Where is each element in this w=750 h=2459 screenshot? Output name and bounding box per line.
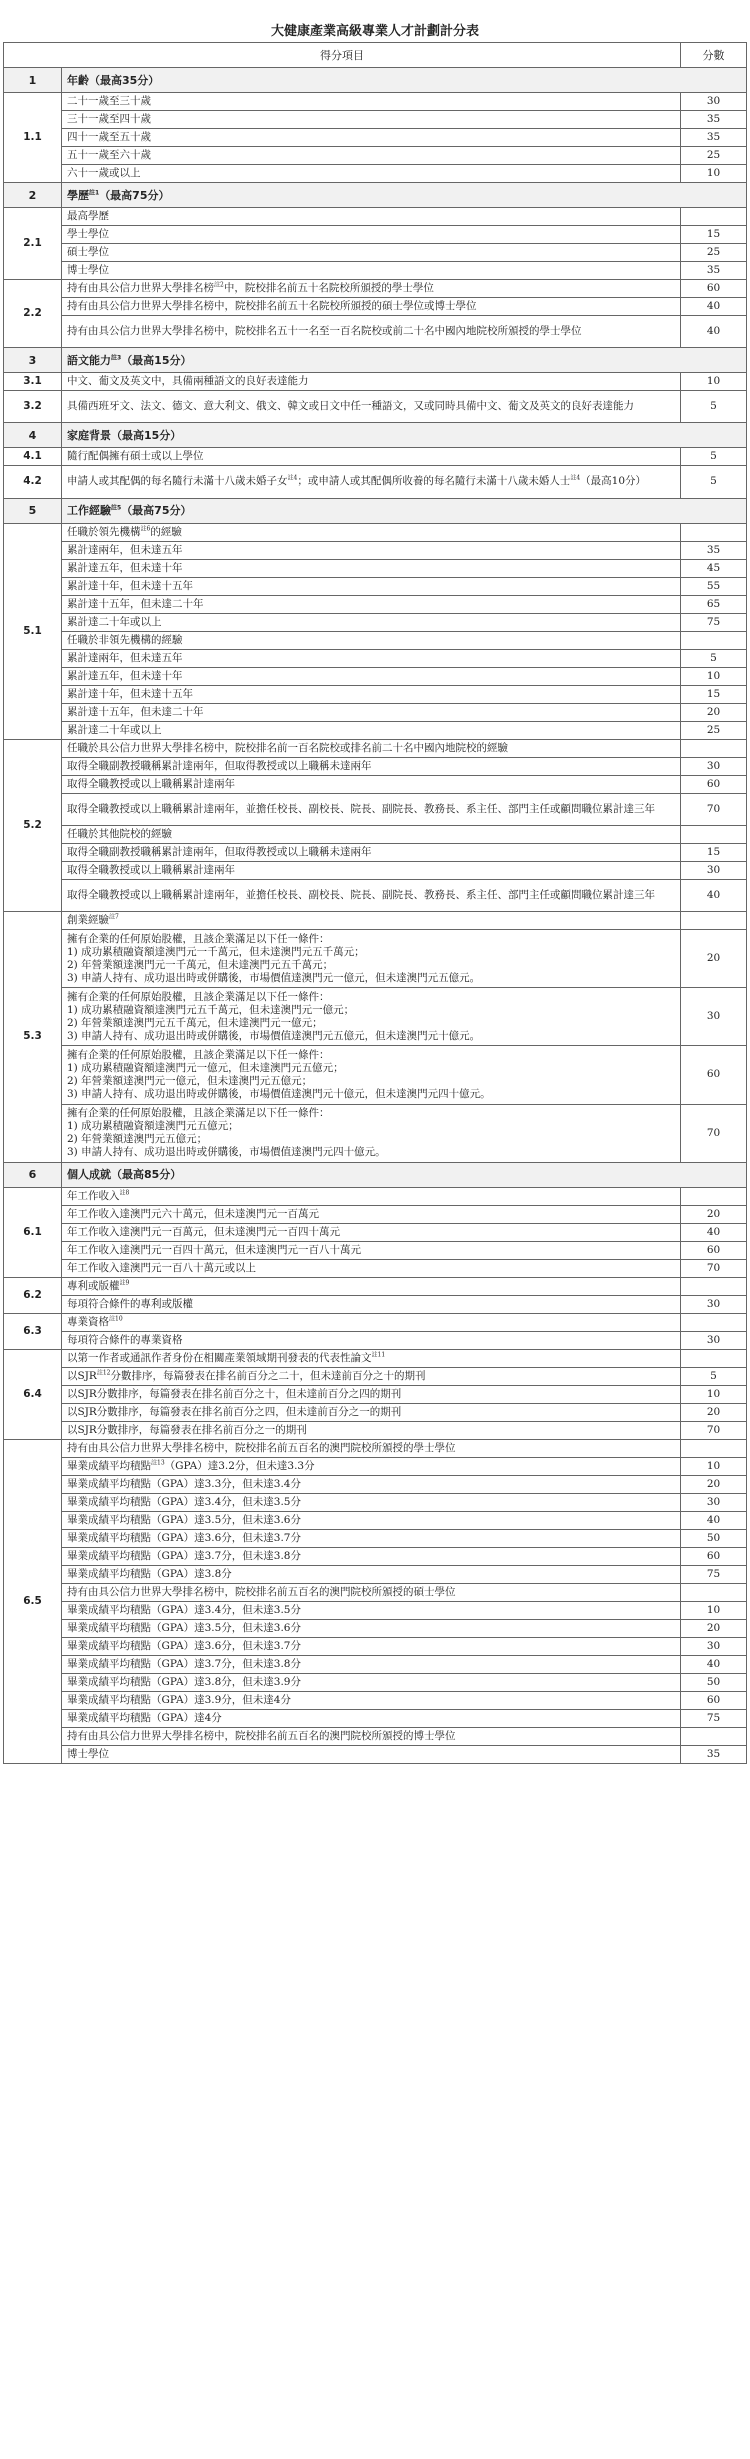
item-row [4, 129, 747, 147]
item-row [4, 861, 747, 879]
item-row [4, 1745, 747, 1763]
item-text: 博士學位 [62, 262, 681, 280]
item-text: 持有由具公信力世界大學排名榜中，院校排名前五百名的澳門院校所頒授的博士學位 [62, 1727, 681, 1745]
footnote-marker: 註13 [151, 1459, 165, 1467]
item-row [4, 1104, 747, 1162]
item-text: 畢業成績平均積點（GPA）達3.6分，但未達3.7分 [62, 1637, 681, 1655]
item-score [681, 523, 747, 541]
item-text: 擁有企業的任何原始股權，且該企業滿足以下任一條件： 1) 成功累積融資額達澳門元五千萬元，但未達澳門元一億元； 2) 年營業額達澳門元五千萬元，但未達澳門元一億元； 3) 申請人持有、成功退出時或併購後，市場價值達澳門元五億元，但未達澳門元十億元。 [62, 988, 681, 1046]
item-row [4, 93, 747, 111]
item-text: 每項符合條件的專業資格 [62, 1331, 681, 1349]
item-text: 累計達兩年，但未達五年 [62, 541, 681, 559]
item-text: 取得全職副教授職稱累計達兩年，但取得教授或以上職稱未達兩年 [62, 843, 681, 861]
item-score: 30 [681, 988, 747, 1046]
item-score: 40 [681, 1655, 747, 1673]
item-text: 取得全職副教授職稱累計達兩年，但取得教授或以上職稱未達兩年 [62, 757, 681, 775]
score-table-body [4, 43, 747, 1764]
item-row [4, 244, 747, 262]
item-text: 申請人或其配偶的每名隨行未滿十八歲未婚子女$^{註4}$；或申請人或其配偶所收養的每名隨行未滿十八歲未婚人士$^{註4}$（最高10分） [62, 466, 681, 498]
item-text: 任職於領先機構$^{註6}$的經驗 [62, 523, 681, 541]
item-row [4, 280, 747, 298]
item-score: 60 [681, 1691, 747, 1709]
item-text: 持有由具公信力世界大學排名榜中，院校排名前五十名院校所頒授的碩士學位或博士學位 [62, 298, 681, 316]
item-score: 5 [681, 391, 747, 423]
item-score: 10 [681, 373, 747, 391]
item-score: 30 [681, 93, 747, 111]
footnote-marker: 註2 [214, 281, 224, 289]
item-score: 25 [681, 721, 747, 739]
item-score: 40 [681, 316, 747, 348]
footnote-marker: 註12 [96, 1369, 111, 1377]
item-row [4, 1313, 747, 1331]
item-text: 畢業成績平均積點（GPA）達3.4分，但未達3.5分 [62, 1493, 681, 1511]
item-text: 畢業成績平均積點（GPA）達3.8分，但未達3.9分 [62, 1673, 681, 1691]
item-row [4, 667, 747, 685]
item-row [4, 1187, 747, 1205]
item-text: 每項符合條件的專利或版權 [62, 1295, 681, 1313]
item-score: 5 [681, 1367, 747, 1385]
category-number: 6 [4, 1162, 62, 1187]
subsection-number: 2.2 [4, 280, 62, 348]
subsection-number: 6.4 [4, 1349, 62, 1439]
item-score: 50 [681, 1529, 747, 1547]
subsection-number: 6.5 [4, 1439, 62, 1763]
item-text: 畢業成績平均積點（GPA）達3.4分，但未達3.5分 [62, 1601, 681, 1619]
item-score: 60 [681, 280, 747, 298]
item-score [681, 1583, 747, 1601]
item-row [4, 721, 747, 739]
category-number: 1 [4, 68, 62, 93]
item-text: 年工作收入達澳門元一百萬元，但未達澳門元一百四十萬元 [62, 1223, 681, 1241]
item-row [4, 559, 747, 577]
item-row [4, 316, 747, 348]
item-text: 持有由具公信力世界大學排名榜中，院校排名前五百名的澳門院校所頒授的學士學位 [62, 1439, 681, 1457]
item-row [4, 1511, 747, 1529]
category-number: 4 [4, 423, 62, 448]
item-score [681, 1439, 747, 1457]
item-text: 累計達十五年，但未達二十年 [62, 595, 681, 613]
item-row [4, 298, 747, 316]
item-score: 65 [681, 595, 747, 613]
item-score: 20 [681, 929, 747, 987]
footnote-marker: 註6 [140, 525, 151, 533]
item-text: 三十一歲至四十歲 [62, 111, 681, 129]
footnote-marker: 註3 [111, 354, 122, 362]
item-row [4, 631, 747, 649]
item-text: 以SJR分數排序，每篇發表在排名前百分之一的期刊 [62, 1421, 681, 1439]
item-row [4, 165, 747, 183]
item-score: 45 [681, 559, 747, 577]
category-row [4, 498, 747, 523]
item-text: 具備西班牙文、法文、德文、意大利文、俄文、韓文或日文中任一種語文，又或同時具備中文、葡文及英文的良好表達能力 [62, 391, 681, 423]
item-score: 30 [681, 1493, 747, 1511]
item-row [4, 1205, 747, 1223]
item-row [4, 1583, 747, 1601]
item-score: 35 [681, 111, 747, 129]
item-text: 博士學位 [62, 1745, 681, 1763]
item-row [4, 757, 747, 775]
item-row [4, 147, 747, 165]
item-text: 年工作收入達澳門元六十萬元，但未達澳門元一百萬元 [62, 1205, 681, 1223]
item-score: 15 [681, 685, 747, 703]
item-row [4, 649, 747, 667]
item-row [4, 879, 747, 911]
item-text: 擁有企業的任何原始股權，且該企業滿足以下任一條件： 1) 成功累積融資額達澳門元五億元； 2) 年營業額達澳門元五億元； 3) 申請人持有、成功退出時或併購後，市場價值達澳門元四十億元。 [62, 1104, 681, 1162]
item-row [4, 1367, 747, 1385]
item-text: 持有由具公信力世界大學排名榜中，院校排名五十一名至一百名院校或前二十名中國內地院校所頒授的學士學位 [62, 316, 681, 348]
item-text: 專利或版權$^{註9}$ [62, 1277, 681, 1295]
item-text: 最高學歷 [62, 208, 681, 226]
item-score [681, 208, 747, 226]
subsection-number: 5.3 [4, 911, 62, 1162]
item-score: 55 [681, 577, 747, 595]
item-text: 以SJR分數排序，每篇發表在排名前百分之四，但未達前百分之一的期刊 [62, 1403, 681, 1421]
category-title: 年齡（最高35分） [62, 68, 747, 93]
item-text: 取得全職教授或以上職稱累計達兩年，並擔任校長、副校長、院長、副院長、教務長、系主任、部門主任或顧問職位累計達三年 [62, 793, 681, 825]
item-row [4, 262, 747, 280]
item-score: 35 [681, 541, 747, 559]
item-text: 累計達十五年，但未達二十年 [62, 703, 681, 721]
item-text: 學士學位 [62, 226, 681, 244]
item-row [4, 1673, 747, 1691]
item-score: 20 [681, 1403, 747, 1421]
item-text: 累計達十年，但未達十五年 [62, 577, 681, 595]
item-row [4, 685, 747, 703]
item-score: 75 [681, 1709, 747, 1727]
item-text: 隨行配偶擁有碩士或以上學位 [62, 448, 681, 466]
item-score: 10 [681, 165, 747, 183]
item-score: 30 [681, 757, 747, 775]
category-number: 3 [4, 348, 62, 373]
item-text: 累計達十年，但未達十五年 [62, 685, 681, 703]
item-row [4, 391, 747, 423]
item-text: 畢業成績平均積點（GPA）達3.3分，但未達3.4分 [62, 1475, 681, 1493]
table-header-row [4, 43, 747, 68]
item-score: 10 [681, 667, 747, 685]
subsection-number: 3.1 [4, 373, 62, 391]
page-title: 大健康產業高級專業人才計劃計分表 [270, 24, 479, 39]
item-text: 創業經驗$^{註7}$ [62, 911, 681, 929]
item-score: 35 [681, 1745, 747, 1763]
item-row [4, 988, 747, 1046]
item-row [4, 1457, 747, 1475]
category-title: 學歷$^{註1}$（最高75分） [62, 183, 747, 208]
category-row [4, 68, 747, 93]
item-text: 年工作收入達澳門元一百八十萬元或以上 [62, 1259, 681, 1277]
item-text: 累計達二十年或以上 [62, 721, 681, 739]
item-text: 以SJR$^{註12}$分數排序，每篇發表在排名前百分之二十，但未達前百分之十的期刊 [62, 1367, 681, 1385]
item-score: 60 [681, 1046, 747, 1104]
item-score: 35 [681, 262, 747, 280]
header-item: 得分項目 [4, 43, 681, 68]
item-text: 中文、葡文及英文中，具備兩種語文的良好表達能力 [62, 373, 681, 391]
category-row [4, 423, 747, 448]
item-score: 10 [681, 1385, 747, 1403]
item-text: 專業資格$^{註10}$ [62, 1313, 681, 1331]
item-score [681, 1277, 747, 1295]
footnote-marker: 註1 [89, 188, 100, 196]
item-score: 15 [681, 226, 747, 244]
category-number: 5 [4, 498, 62, 523]
item-score: 20 [681, 1475, 747, 1493]
footnote-marker: 註4 [570, 474, 581, 482]
item-row [4, 929, 747, 987]
item-score: 40 [681, 1511, 747, 1529]
item-score: 70 [681, 1421, 747, 1439]
item-row [4, 595, 747, 613]
item-text: 年工作收入達澳門元一百四十萬元，但未達澳門元一百八十萬元 [62, 1241, 681, 1259]
category-number: 2 [4, 183, 62, 208]
item-row [4, 1655, 747, 1673]
category-row [4, 348, 747, 373]
item-row [4, 111, 747, 129]
item-row [4, 703, 747, 721]
item-score: 60 [681, 1241, 747, 1259]
item-score [681, 825, 747, 843]
item-score: 60 [681, 1547, 747, 1565]
item-text: 以第一作者或通訊作者身份在相關產業領域期刊發表的代表性論文$^{註11}$ [62, 1349, 681, 1367]
item-row [4, 613, 747, 631]
item-row [4, 1619, 747, 1637]
item-text: 擁有企業的任何原始股權，且該企業滿足以下任一條件： 1) 成功累積融資額達澳門元一億元，但未達澳門元五億元； 2) 年營業額達澳門元一億元，但未達澳門元五億元； 3) 申請人持有、成功退出時或併購後，市場價值達澳門元十億元，但未達澳門元四十億元。 [62, 1046, 681, 1104]
subsection-number: 6.1 [4, 1187, 62, 1277]
footnote-marker: 註5 [111, 504, 122, 512]
item-score: 30 [681, 1295, 747, 1313]
item-row [4, 1349, 747, 1367]
item-text: 六十一歲或以上 [62, 165, 681, 183]
item-score: 40 [681, 1223, 747, 1241]
item-row [4, 1565, 747, 1583]
item-score: 70 [681, 1104, 747, 1162]
item-text: 四十一歲至五十歲 [62, 129, 681, 147]
item-text: 畢業成績平均積點（GPA）達3.5分，但未達3.6分 [62, 1619, 681, 1637]
item-row [4, 1547, 747, 1565]
item-text: 畢業成績平均積點（GPA）達3.8分 [62, 1565, 681, 1583]
category-title: 個人成就（最高85分） [62, 1162, 747, 1187]
item-row [4, 466, 747, 498]
item-text: 取得全職教授或以上職稱累計達兩年 [62, 861, 681, 879]
item-text: 取得全職教授或以上職稱累計達兩年，並擔任校長、副校長、院長、副院長、教務長、系主任、部門主任或顧問職位累計達三年 [62, 879, 681, 911]
item-score: 25 [681, 244, 747, 262]
item-text: 二十一歲至三十歲 [62, 93, 681, 111]
item-score: 50 [681, 1673, 747, 1691]
item-row [4, 1241, 747, 1259]
score-table [3, 42, 747, 1764]
item-score [681, 739, 747, 757]
category-title: 家庭背景（最高15分） [62, 423, 747, 448]
item-score: 75 [681, 613, 747, 631]
item-row [4, 1295, 747, 1313]
subsection-number: 4.1 [4, 448, 62, 466]
item-score: 10 [681, 1457, 747, 1475]
item-score: 20 [681, 703, 747, 721]
item-row [4, 1277, 747, 1295]
item-text: 畢業成績平均積點（GPA）達3.5分，但未達3.6分 [62, 1511, 681, 1529]
item-row [4, 448, 747, 466]
item-text: 畢業成績平均積點（GPA）達3.9分，但未達4分 [62, 1691, 681, 1709]
item-row [4, 775, 747, 793]
item-row [4, 843, 747, 861]
footnote-marker: 註4 [287, 474, 298, 482]
footnote-marker: 註8 [119, 1189, 130, 1197]
footnote-marker: 註7 [109, 913, 119, 921]
item-text: 畢業成績平均積點（GPA）達3.7分，但未達3.8分 [62, 1547, 681, 1565]
subsection-number: 2.1 [4, 208, 62, 280]
item-score: 15 [681, 843, 747, 861]
item-text: 畢業成績平均積點（GPA）達4分 [62, 1709, 681, 1727]
item-score: 20 [681, 1205, 747, 1223]
item-row [4, 541, 747, 559]
item-row [4, 1691, 747, 1709]
item-row [4, 1259, 747, 1277]
item-row [4, 739, 747, 757]
item-score: 60 [681, 775, 747, 793]
item-score: 30 [681, 1331, 747, 1349]
footnote-marker: 註10 [109, 1315, 123, 1323]
subsection-number: 3.2 [4, 391, 62, 423]
category-title: 語文能力$^{註3}$（最高15分） [62, 348, 747, 373]
item-score: 5 [681, 466, 747, 498]
item-score [681, 1727, 747, 1745]
item-row [4, 1709, 747, 1727]
item-row [4, 1637, 747, 1655]
category-title: 工作經驗$^{註5}$（最高75分） [62, 498, 747, 523]
item-score: 75 [681, 1565, 747, 1583]
item-score: 40 [681, 879, 747, 911]
item-text: 以SJR分數排序，每篇發表在排名前百分之十，但未達前百分之四的期刊 [62, 1385, 681, 1403]
item-score [681, 631, 747, 649]
item-score: 30 [681, 861, 747, 879]
item-text: 畢業成績平均積點$^{註13}$（GPA）達3.2分，但未達3.3分 [62, 1457, 681, 1475]
item-row [4, 226, 747, 244]
item-score: 5 [681, 649, 747, 667]
subsection-number: 5.2 [4, 739, 62, 911]
item-text: 五十一歲至六十歲 [62, 147, 681, 165]
item-text: 畢業成績平均積點（GPA）達3.6分，但未達3.7分 [62, 1529, 681, 1547]
item-row [4, 577, 747, 595]
item-text: 任職於其他院校的經驗 [62, 825, 681, 843]
item-text: 畢業成績平均積點（GPA）達3.7分，但未達3.8分 [62, 1655, 681, 1673]
item-row [4, 1421, 747, 1439]
category-row [4, 183, 747, 208]
item-text: 累計達兩年，但未達五年 [62, 649, 681, 667]
footnote-marker: 註11 [371, 1351, 386, 1359]
subsection-number: 4.2 [4, 466, 62, 498]
category-row [4, 1162, 747, 1187]
item-score [681, 911, 747, 929]
item-text: 任職於非領先機構的經驗 [62, 631, 681, 649]
item-text: 累計達五年，但未達十年 [62, 667, 681, 685]
item-row [4, 1439, 747, 1457]
item-score: 40 [681, 298, 747, 316]
footnote-marker: 註9 [119, 1279, 130, 1287]
item-text: 碩士學位 [62, 244, 681, 262]
item-row [4, 1529, 747, 1547]
item-row [4, 1385, 747, 1403]
item-text: 累計達五年，但未達十年 [62, 559, 681, 577]
header-score: 分數 [681, 43, 747, 68]
item-row [4, 793, 747, 825]
item-score: 10 [681, 1601, 747, 1619]
item-row [4, 523, 747, 541]
item-score [681, 1313, 747, 1331]
item-text: 取得全職教授或以上職稱累計達兩年 [62, 775, 681, 793]
item-text: 持有由具公信力世界大學排名榜中，院校排名前五百名的澳門院校所頒授的碩士學位 [62, 1583, 681, 1601]
item-row [4, 208, 747, 226]
item-row [4, 825, 747, 843]
item-row [4, 1727, 747, 1745]
item-row [4, 373, 747, 391]
item-score: 35 [681, 129, 747, 147]
item-row [4, 1403, 747, 1421]
item-row [4, 1046, 747, 1104]
item-text: 持有由具公信力世界大學排名榜$^{註2}$中，院校排名前五十名院校所頒授的學士學位 [62, 280, 681, 298]
item-text: 任職於具公信力世界大學排名榜中，院校排名前一百名院校或排名前二十名中國內地院校的經驗 [62, 739, 681, 757]
item-score: 20 [681, 1619, 747, 1637]
item-score: 30 [681, 1637, 747, 1655]
item-text: 累計達二十年或以上 [62, 613, 681, 631]
item-text: 年工作收入$^{註8}$ [62, 1187, 681, 1205]
item-score [681, 1349, 747, 1367]
item-row [4, 1493, 747, 1511]
item-row [4, 1475, 747, 1493]
item-score: 25 [681, 147, 747, 165]
subsection-number: 6.3 [4, 1313, 62, 1349]
subsection-number: 5.1 [4, 523, 62, 739]
item-score: 70 [681, 793, 747, 825]
item-score [681, 1187, 747, 1205]
item-row [4, 1331, 747, 1349]
subsection-number: 6.2 [4, 1277, 62, 1313]
item-row [4, 1601, 747, 1619]
item-text: 擁有企業的任何原始股權，且該企業滿足以下任一條件： 1) 成功累積融資額達澳門元一千萬元，但未達澳門元五千萬元； 2) 年營業額達澳門元一千萬元，但未達澳門元五千萬元； 3) 申請人持有、成功退出時或併購後，市場價值達澳門元一億元，但未達澳門元五億元。 [62, 929, 681, 987]
item-row [4, 911, 747, 929]
item-score: 70 [681, 1259, 747, 1277]
item-row [4, 1223, 747, 1241]
subsection-number: 1.1 [4, 93, 62, 183]
item-score: 5 [681, 448, 747, 466]
